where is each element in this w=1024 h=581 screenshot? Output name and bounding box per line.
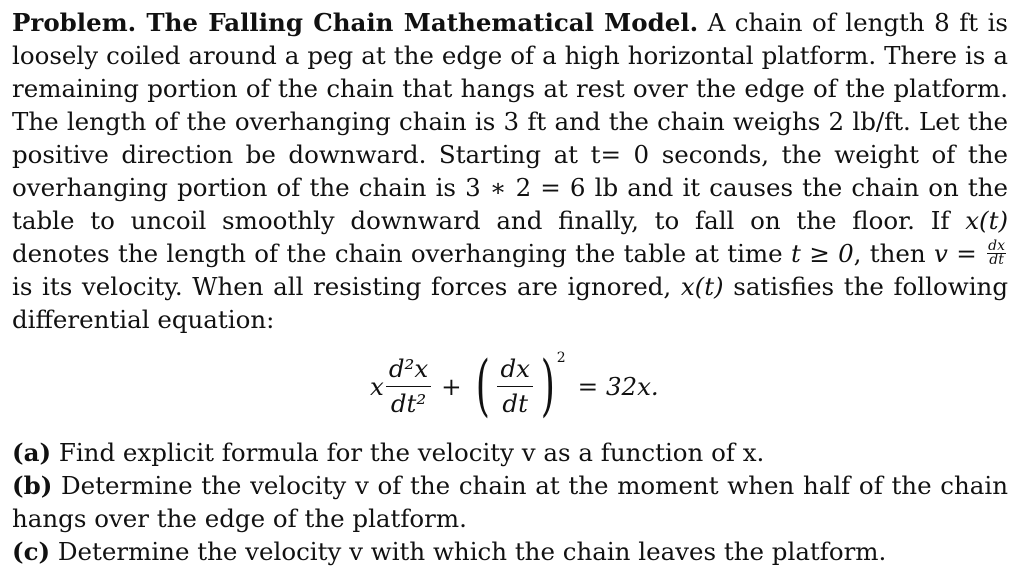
part-a xyxy=(12,436,1008,469)
problem-body-1: A chain of length 8 ft is loosely coiled around a peg at the edge of a high horizontal platform. There is a remaining portion of the chain that hangs at rest over the edge of the platform. The length of the overhanging chain is 3 ft and the chain weighs 2 lb/ft. Let the positive direction be downward. Starting at t= 0 seconds, the weight of the overhanging portion of the chain is 3 ∗ 2 = 6 lb and it causes the chain on the table to uncoil smoothly downward and finally, to fall on the floor. If xyxy=(12,8,1008,235)
differential-equation xyxy=(12,340,1008,432)
part-b xyxy=(12,469,1008,535)
left-paren: ( xyxy=(475,347,490,424)
eq-rhs: = 32x. xyxy=(577,371,659,401)
inline-fraction xyxy=(987,240,1006,267)
v-equals: v = xyxy=(934,239,977,268)
part-c xyxy=(12,535,1008,568)
part-b-text: Determine the velocity v of the chain at the moment when half of the chain hangs over the edge of the platform. xyxy=(12,471,1008,533)
problem-body-3: , then xyxy=(853,239,935,268)
eq-dt: dt xyxy=(502,388,528,418)
part-c-text: Determine the velocity v with which the chain leaves the platform. xyxy=(50,537,887,566)
eq-second-derivative xyxy=(386,354,431,419)
inline-fraction-numerator: dx xyxy=(988,238,1005,254)
eq-first-derivative xyxy=(497,354,533,419)
eq-d2x: d²x xyxy=(386,354,431,387)
eq-x-factor: x xyxy=(370,371,384,401)
question-parts xyxy=(12,436,1008,568)
problem-body-5: satisfies the following differential equation: xyxy=(12,272,1008,334)
problem-heading: Problem. The Falling Chain Mathematical Model. xyxy=(12,8,699,37)
eq-plus: + xyxy=(441,371,462,401)
problem-statement xyxy=(12,6,1008,336)
problem-document xyxy=(12,6,1008,568)
eq-exponent: 2 xyxy=(556,350,566,366)
t-condition: t ≥ 0 xyxy=(791,239,854,268)
problem-body-4: is its velocity. When all resisting forces are ignored, xyxy=(12,272,681,301)
xt-symbol-2: x(t) xyxy=(680,272,724,301)
part-a-label: (a) xyxy=(12,438,52,467)
eq-dx: dx xyxy=(497,354,533,387)
inline-fraction-denominator: dt xyxy=(989,252,1004,268)
xt-symbol: x(t) xyxy=(965,206,1008,235)
problem-body-2: denotes the length of the chain overhanging the table at time xyxy=(12,239,792,268)
eq-dt2: dt² xyxy=(390,388,427,418)
right-paren: ) xyxy=(540,347,555,424)
part-c-label: (c) xyxy=(12,537,51,566)
part-a-text: Find explicit formula for the velocity v as a function of x. xyxy=(51,438,765,467)
part-b-label: (b) xyxy=(12,471,53,500)
